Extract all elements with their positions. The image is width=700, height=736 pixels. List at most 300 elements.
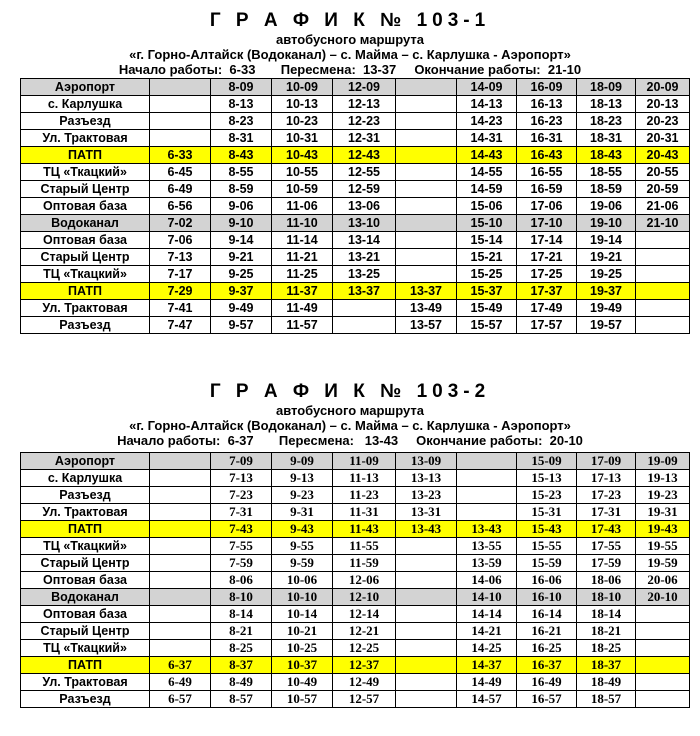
departure-time xyxy=(150,504,211,521)
departure-time xyxy=(150,589,211,606)
departure-time xyxy=(150,572,211,589)
departure-time: 7-17 xyxy=(150,266,211,283)
departure-time: 8-09 xyxy=(211,79,272,96)
departure-time: 11-06 xyxy=(272,198,333,215)
stop-name: Старый Центр xyxy=(21,555,150,572)
departure-time xyxy=(457,487,517,504)
departure-time: 14-55 xyxy=(457,164,517,181)
departure-time: 11-49 xyxy=(272,300,333,317)
departure-time xyxy=(396,589,457,606)
departure-time: 21-10 xyxy=(636,215,690,232)
departure-time: 9-57 xyxy=(211,317,272,334)
stop-name: Старый Центр xyxy=(21,249,150,266)
stop-name: Водоканал xyxy=(21,215,150,232)
departure-time: 20-23 xyxy=(636,113,690,130)
departure-time xyxy=(396,606,457,623)
departure-time xyxy=(636,674,690,691)
departure-time: 11-31 xyxy=(333,504,396,521)
departure-time: 9-55 xyxy=(272,538,333,555)
departure-time: 11-10 xyxy=(272,215,333,232)
stop-name: Аэропорт xyxy=(21,79,150,96)
departure-time: 9-37 xyxy=(211,283,272,300)
departure-time: 18-49 xyxy=(577,674,636,691)
departure-time xyxy=(396,198,457,215)
departure-time: 17-37 xyxy=(517,283,577,300)
departure-time: 12-21 xyxy=(333,623,396,640)
table-row xyxy=(21,198,690,215)
stop-name: с. Карлушка xyxy=(21,96,150,113)
departure-time: 16-21 xyxy=(517,623,577,640)
departure-time: 8-21 xyxy=(211,623,272,640)
departure-time: 10-09 xyxy=(272,79,333,96)
departure-time: 8-43 xyxy=(211,147,272,164)
departure-time: 19-37 xyxy=(577,283,636,300)
departure-time xyxy=(457,470,517,487)
departure-time: 15-55 xyxy=(517,538,577,555)
departure-time xyxy=(333,300,396,317)
departure-time: 19-49 xyxy=(577,300,636,317)
departure-time xyxy=(636,640,690,657)
departure-time: 7-31 xyxy=(211,504,272,521)
table-row xyxy=(21,79,690,96)
departure-time: 21-06 xyxy=(636,198,690,215)
stop-name: с. Карлушка xyxy=(21,470,150,487)
stop-name: Разъезд xyxy=(21,113,150,130)
stop-name: ТЦ «Ткацкий» xyxy=(21,640,150,657)
departure-time: 11-09 xyxy=(333,453,396,470)
departure-time xyxy=(396,164,457,181)
departure-time: 14-10 xyxy=(457,589,517,606)
departure-time: 16-49 xyxy=(517,674,577,691)
departure-time: 19-57 xyxy=(577,317,636,334)
departure-time: 11-37 xyxy=(272,283,333,300)
table-row xyxy=(21,113,690,130)
departure-time: 12-10 xyxy=(333,589,396,606)
departure-time: 16-13 xyxy=(517,96,577,113)
departure-time: 15-25 xyxy=(457,266,517,283)
departure-time xyxy=(396,691,457,708)
departure-time: 13-43 xyxy=(457,521,517,538)
departure-time xyxy=(396,232,457,249)
departure-time xyxy=(636,606,690,623)
departure-time xyxy=(396,96,457,113)
departure-time: 9-13 xyxy=(272,470,333,487)
stop-name: Ул. Трактовая xyxy=(21,300,150,317)
departure-time: 14-57 xyxy=(457,691,517,708)
departure-time xyxy=(396,130,457,147)
departure-time: 8-25 xyxy=(211,640,272,657)
departure-time: 15-10 xyxy=(457,215,517,232)
departure-time xyxy=(150,521,211,538)
departure-time xyxy=(150,555,211,572)
departure-time xyxy=(636,317,690,334)
departure-time xyxy=(150,606,211,623)
departure-time: 18-31 xyxy=(577,130,636,147)
departure-time: 15-37 xyxy=(457,283,517,300)
stop-name: Оптовая база xyxy=(21,606,150,623)
stop-name: Оптовая база xyxy=(21,572,150,589)
departure-time: 7-13 xyxy=(211,470,272,487)
departure-time: 18-14 xyxy=(577,606,636,623)
schedule-103-2 xyxy=(0,381,700,706)
departure-time: 19-43 xyxy=(636,521,690,538)
departure-time: 13-31 xyxy=(396,504,457,521)
departure-time: 12-57 xyxy=(333,691,396,708)
departure-time: 10-25 xyxy=(272,640,333,657)
departure-time: 14-21 xyxy=(457,623,517,640)
departure-time: 19-55 xyxy=(636,538,690,555)
departure-time: 17-09 xyxy=(577,453,636,470)
departure-time: 10-43 xyxy=(272,147,333,164)
departure-time: 12-49 xyxy=(333,674,396,691)
departure-time xyxy=(150,487,211,504)
departure-time xyxy=(636,300,690,317)
departure-time: 12-31 xyxy=(333,130,396,147)
departure-time xyxy=(396,657,457,674)
departure-time: 19-09 xyxy=(636,453,690,470)
table-row xyxy=(21,504,690,521)
stop-name: ПАТП xyxy=(21,521,150,538)
departure-time: 17-31 xyxy=(577,504,636,521)
departure-time: 7-43 xyxy=(211,521,272,538)
stop-name: Ул. Трактовая xyxy=(21,674,150,691)
departure-time: 16-43 xyxy=(517,147,577,164)
schedule-103-1 xyxy=(0,10,700,332)
departure-time: 14-25 xyxy=(457,640,517,657)
table-row xyxy=(21,215,690,232)
departure-time xyxy=(150,470,211,487)
stop-name: Разъезд xyxy=(21,487,150,504)
departure-time: 18-21 xyxy=(577,623,636,640)
stop-name: Ул. Трактовая xyxy=(21,504,150,521)
departure-time: 6-57 xyxy=(150,691,211,708)
table-row xyxy=(21,470,690,487)
stop-name: Оптовая база xyxy=(21,232,150,249)
departure-time: 12-55 xyxy=(333,164,396,181)
departure-time: 10-59 xyxy=(272,181,333,198)
departure-time xyxy=(333,317,396,334)
stop-name: Разъезд xyxy=(21,317,150,334)
departure-time: 19-31 xyxy=(636,504,690,521)
departure-time: 12-23 xyxy=(333,113,396,130)
departure-time: 15-59 xyxy=(517,555,577,572)
stop-name: ТЦ «Ткацкий» xyxy=(21,538,150,555)
table-row xyxy=(21,96,690,113)
departure-time: 7-41 xyxy=(150,300,211,317)
departure-time: 17-14 xyxy=(517,232,577,249)
departure-time: 9-06 xyxy=(211,198,272,215)
departure-time: 17-49 xyxy=(517,300,577,317)
departure-time: 16-59 xyxy=(517,181,577,198)
departure-time: 6-49 xyxy=(150,674,211,691)
departure-time: 19-14 xyxy=(577,232,636,249)
stop-name: Разъезд xyxy=(21,691,150,708)
departure-time: 19-06 xyxy=(577,198,636,215)
departure-time: 15-31 xyxy=(517,504,577,521)
departure-time: 20-13 xyxy=(636,96,690,113)
departure-time: 10-49 xyxy=(272,674,333,691)
departure-time: 11-13 xyxy=(333,470,396,487)
departure-time: 14-59 xyxy=(457,181,517,198)
departure-time: 9-21 xyxy=(211,249,272,266)
departure-time: 7-09 xyxy=(211,453,272,470)
departure-time xyxy=(636,657,690,674)
departure-time: 10-55 xyxy=(272,164,333,181)
departure-time: 10-06 xyxy=(272,572,333,589)
departure-time: 18-37 xyxy=(577,657,636,674)
departure-time: 16-55 xyxy=(517,164,577,181)
departure-time: 17-23 xyxy=(577,487,636,504)
departure-time: 13-21 xyxy=(333,249,396,266)
departure-time: 12-43 xyxy=(333,147,396,164)
departure-time: 19-23 xyxy=(636,487,690,504)
table-row xyxy=(21,691,690,708)
departure-time: 12-09 xyxy=(333,79,396,96)
departure-time: 14-49 xyxy=(457,674,517,691)
departure-time: 18-23 xyxy=(577,113,636,130)
departure-time: 14-13 xyxy=(457,96,517,113)
departure-time xyxy=(396,266,457,283)
table-row xyxy=(21,181,690,198)
departure-time: 17-06 xyxy=(517,198,577,215)
departure-time: 13-14 xyxy=(333,232,396,249)
departure-time: 8-57 xyxy=(211,691,272,708)
departure-time: 6-45 xyxy=(150,164,211,181)
departure-time xyxy=(150,538,211,555)
table-row xyxy=(21,283,690,300)
departure-time: 11-25 xyxy=(272,266,333,283)
departure-time: 13-49 xyxy=(396,300,457,317)
departure-time: 14-31 xyxy=(457,130,517,147)
departure-time: 11-55 xyxy=(333,538,396,555)
departure-time xyxy=(457,504,517,521)
departure-time: 18-43 xyxy=(577,147,636,164)
table-row xyxy=(21,555,690,572)
departure-time: 8-13 xyxy=(211,96,272,113)
departure-time: 11-59 xyxy=(333,555,396,572)
stop-name: ПАТП xyxy=(21,147,150,164)
departure-time: 18-59 xyxy=(577,181,636,198)
departure-time xyxy=(396,79,457,96)
departure-time xyxy=(150,640,211,657)
departure-time: 11-21 xyxy=(272,249,333,266)
table-row xyxy=(21,147,690,164)
schedule-subtitle: автобусного маршрута xyxy=(276,32,424,47)
departure-time: 10-57 xyxy=(272,691,333,708)
departure-time: 10-21 xyxy=(272,623,333,640)
departure-time: 13-59 xyxy=(457,555,517,572)
departure-time xyxy=(396,181,457,198)
stop-name: ТЦ «Ткацкий» xyxy=(21,164,150,181)
departure-time: 13-23 xyxy=(396,487,457,504)
departure-time xyxy=(396,555,457,572)
departure-time: 12-06 xyxy=(333,572,396,589)
departure-time: 8-10 xyxy=(211,589,272,606)
table-row xyxy=(21,266,690,283)
work-hours-info: Начало работы: 6-33 Пересмена: 13-37 Окончание работы: 21-10 xyxy=(118,62,582,77)
departure-time: 12-37 xyxy=(333,657,396,674)
departure-time: 19-13 xyxy=(636,470,690,487)
departure-time xyxy=(636,232,690,249)
departure-time xyxy=(150,113,211,130)
departure-time xyxy=(636,249,690,266)
departure-time: 15-23 xyxy=(517,487,577,504)
departure-time: 17-21 xyxy=(517,249,577,266)
departure-time: 10-14 xyxy=(272,606,333,623)
departure-time: 16-10 xyxy=(517,589,577,606)
departure-time: 9-14 xyxy=(211,232,272,249)
table-row xyxy=(21,317,690,334)
departure-time: 13-37 xyxy=(333,283,396,300)
departure-time: 20-06 xyxy=(636,572,690,589)
departure-time: 17-25 xyxy=(517,266,577,283)
departure-time xyxy=(150,79,211,96)
departure-time xyxy=(396,623,457,640)
departure-time: 16-25 xyxy=(517,640,577,657)
schedule-subtitle: автобусного маршрута xyxy=(276,403,424,418)
departure-time: 7-13 xyxy=(150,249,211,266)
departure-time: 7-23 xyxy=(211,487,272,504)
departure-time xyxy=(396,215,457,232)
table-row xyxy=(21,623,690,640)
departure-time: 10-31 xyxy=(272,130,333,147)
table-row xyxy=(21,232,690,249)
departure-time: 16-14 xyxy=(517,606,577,623)
table-row xyxy=(21,572,690,589)
departure-time xyxy=(396,538,457,555)
departure-time: 15-13 xyxy=(517,470,577,487)
stop-name: Водоканал xyxy=(21,589,150,606)
departure-time: 8-31 xyxy=(211,130,272,147)
departure-time: 13-37 xyxy=(396,283,457,300)
table-row xyxy=(21,487,690,504)
departure-time: 19-59 xyxy=(636,555,690,572)
departure-time: 13-13 xyxy=(396,470,457,487)
departure-time: 11-14 xyxy=(272,232,333,249)
departure-time: 14-43 xyxy=(457,147,517,164)
departure-time: 12-13 xyxy=(333,96,396,113)
table-row xyxy=(21,674,690,691)
departure-time: 9-31 xyxy=(272,504,333,521)
stop-name: Старый Центр xyxy=(21,623,150,640)
departure-time xyxy=(396,249,457,266)
departure-time: 13-09 xyxy=(396,453,457,470)
departure-time: 19-10 xyxy=(577,215,636,232)
departure-time: 20-55 xyxy=(636,164,690,181)
departure-time: 18-09 xyxy=(577,79,636,96)
departure-time: 12-25 xyxy=(333,640,396,657)
stop-name: Оптовая база xyxy=(21,198,150,215)
departure-time: 15-09 xyxy=(517,453,577,470)
departure-time: 15-14 xyxy=(457,232,517,249)
departure-time: 14-37 xyxy=(457,657,517,674)
departure-time: 17-55 xyxy=(577,538,636,555)
departure-time: 9-43 xyxy=(272,521,333,538)
departure-time: 8-23 xyxy=(211,113,272,130)
stop-name: Аэропорт xyxy=(21,453,150,470)
departure-time: 13-55 xyxy=(457,538,517,555)
table-row xyxy=(21,300,690,317)
departure-time: 16-37 xyxy=(517,657,577,674)
departure-time: 18-13 xyxy=(577,96,636,113)
departure-time: 13-25 xyxy=(333,266,396,283)
departure-time: 19-21 xyxy=(577,249,636,266)
departure-time: 12-59 xyxy=(333,181,396,198)
departure-time: 8-14 xyxy=(211,606,272,623)
departure-time: 11-57 xyxy=(272,317,333,334)
departure-time: 11-43 xyxy=(333,521,396,538)
departure-time: 16-31 xyxy=(517,130,577,147)
departure-time: 17-59 xyxy=(577,555,636,572)
departure-time: 9-10 xyxy=(211,215,272,232)
departure-time xyxy=(636,623,690,640)
departure-time: 6-56 xyxy=(150,198,211,215)
departure-time: 18-57 xyxy=(577,691,636,708)
departure-time: 16-09 xyxy=(517,79,577,96)
departure-time: 7-02 xyxy=(150,215,211,232)
table-row xyxy=(21,521,690,538)
departure-time xyxy=(150,96,211,113)
departure-time: 14-09 xyxy=(457,79,517,96)
departure-time: 13-10 xyxy=(333,215,396,232)
departure-time: 16-57 xyxy=(517,691,577,708)
departure-time: 12-14 xyxy=(333,606,396,623)
stop-name: ПАТП xyxy=(21,657,150,674)
departure-time: 10-37 xyxy=(272,657,333,674)
stop-name: Ул. Трактовая xyxy=(21,130,150,147)
departure-time xyxy=(396,640,457,657)
departure-time: 9-25 xyxy=(211,266,272,283)
table-row xyxy=(21,589,690,606)
schedule-title: Г Р А Ф И К № 103-2 xyxy=(209,381,491,402)
departure-time: 15-06 xyxy=(457,198,517,215)
departure-time xyxy=(150,453,211,470)
departure-time xyxy=(396,113,457,130)
departure-time: 6-49 xyxy=(150,181,211,198)
departure-time xyxy=(396,572,457,589)
departure-time: 16-06 xyxy=(517,572,577,589)
departure-time: 10-10 xyxy=(272,589,333,606)
departure-time: 8-59 xyxy=(211,181,272,198)
departure-time: 18-25 xyxy=(577,640,636,657)
departure-time: 9-23 xyxy=(272,487,333,504)
departure-time: 17-57 xyxy=(517,317,577,334)
departure-time: 15-21 xyxy=(457,249,517,266)
departure-time: 8-37 xyxy=(211,657,272,674)
stop-name: ПАТП xyxy=(21,283,150,300)
work-hours-info: Начало работы: 6-37 Пересмена: 13-43 Окончание работы: 20-10 xyxy=(117,433,583,448)
departure-time: 10-13 xyxy=(272,96,333,113)
departure-time xyxy=(636,283,690,300)
departure-time: 14-06 xyxy=(457,572,517,589)
departure-time: 13-06 xyxy=(333,198,396,215)
departure-time: 15-43 xyxy=(517,521,577,538)
departure-time: 17-43 xyxy=(577,521,636,538)
table-row xyxy=(21,538,690,555)
departure-time: 9-49 xyxy=(211,300,272,317)
departure-time: 7-47 xyxy=(150,317,211,334)
departure-time: 20-43 xyxy=(636,147,690,164)
departure-time: 8-49 xyxy=(211,674,272,691)
route-name: «г. Горно-Алтайск (Водоканал) – с. Майма – с. Карлушка - Аэропорт» xyxy=(129,47,571,62)
departure-time: 18-10 xyxy=(577,589,636,606)
table-row xyxy=(21,453,690,470)
departure-time: 8-55 xyxy=(211,164,272,181)
departure-time xyxy=(457,453,517,470)
departure-time: 16-23 xyxy=(517,113,577,130)
timetable xyxy=(20,452,690,708)
departure-time xyxy=(150,623,211,640)
